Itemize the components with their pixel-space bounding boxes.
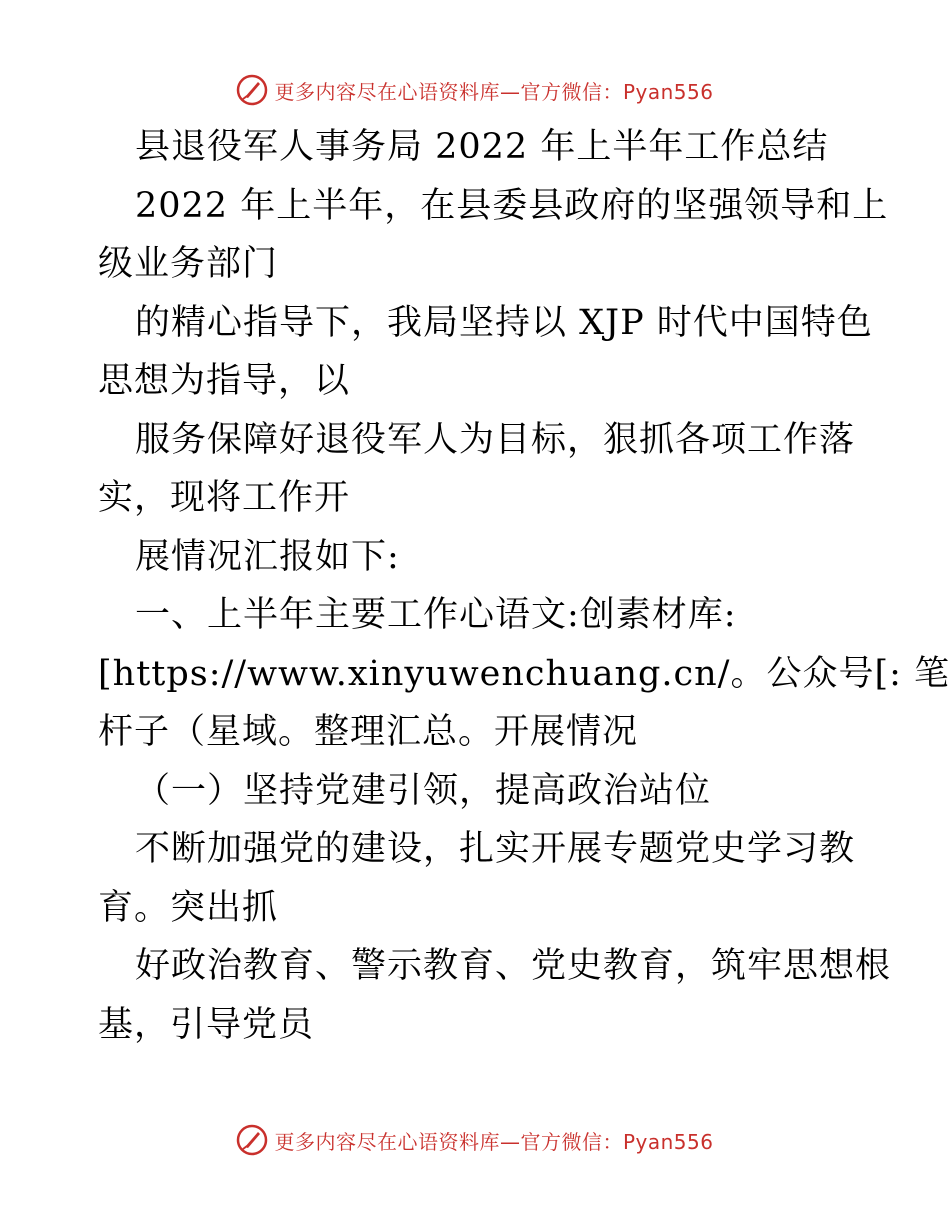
watermark-footer	[0, 1120, 950, 1160]
paragraph-line: [https://www.xinyuwenchuang.cn/。公众号[: 笔	[98, 653, 950, 694]
document-body	[98, 118, 950, 1054]
paragraph-line: 级业务部门	[98, 244, 279, 284]
paragraph-line: 服务保障好退役军人为目标，狠抓各项工作落	[135, 419, 856, 460]
paragraph-line: 2022 年上半年，在县委县政府的坚强领导和上	[135, 185, 889, 226]
subsection-heading: （一）坚持党建引领，提高政治站位	[135, 770, 712, 811]
paragraph-line: 不断加强党的建设，扎实开展专题党史学习教	[135, 829, 856, 869]
paragraph-line: 育。突出抓	[98, 887, 279, 928]
watermark-text	[274, 1126, 713, 1155]
paragraph-line: 的精心指导下，我局坚持以 XJP 时代中国特色	[135, 302, 873, 343]
paragraph-line: 好政治教育、警示教育、党史教育，筑牢思想根	[135, 946, 892, 986]
paragraph-line: 基，引导党员	[98, 1004, 315, 1045]
section-heading: 一、上半年主要工作心语文:创素材库:	[135, 595, 737, 635]
paragraph-line: 思想为指导，以	[98, 361, 351, 401]
watermark-separator: —	[499, 79, 521, 104]
watermark-brand: 更多内容尽在心语资料库	[274, 79, 500, 104]
watermark-text	[274, 76, 713, 105]
watermark-wechat: 官方微信：Pyan556	[520, 79, 714, 104]
paragraph-line: 展情况汇报如下:	[135, 536, 400, 577]
paragraph-line: 实，现将工作开	[98, 478, 351, 518]
watermark-brand: 更多内容尽在心语资料库	[274, 1129, 500, 1154]
watermark-wechat: 官方微信：Pyan556	[520, 1129, 714, 1154]
feather-pen-logo-icon	[236, 1124, 268, 1156]
paragraph-line: 杆子（星域。整理汇总。开展情况	[98, 712, 639, 752]
feather-pen-logo-icon	[236, 74, 268, 106]
document-title: 县退役军人事务局 2022 年上半年工作总结	[135, 127, 829, 167]
watermark-separator: —	[499, 1129, 521, 1154]
watermark-header	[0, 70, 950, 110]
